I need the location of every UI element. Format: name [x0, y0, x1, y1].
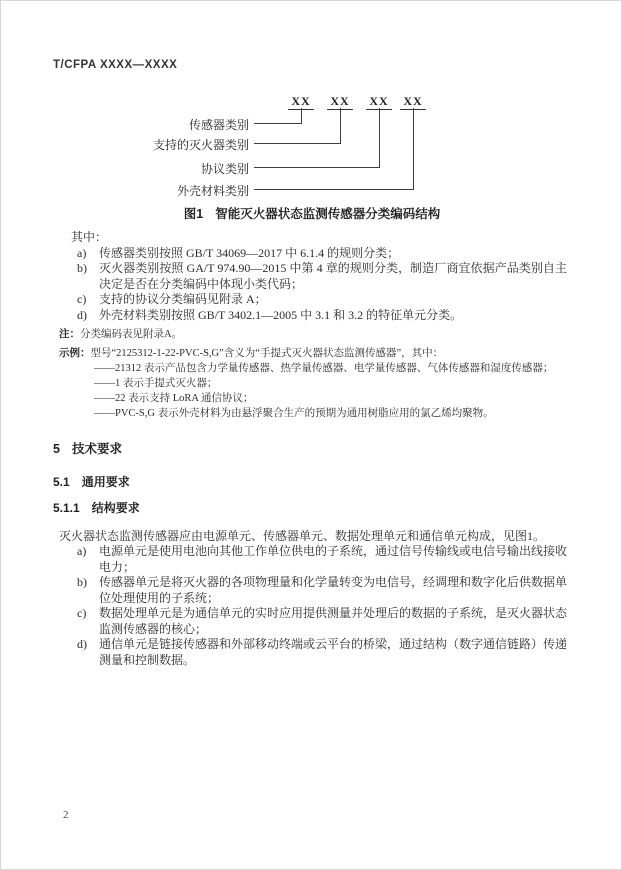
example-item: ——22 表示支持 LoRA 通信协议；	[94, 393, 254, 404]
section-title: 结构要求	[91, 501, 140, 515]
classification-item-c	[59, 292, 567, 308]
list-item-text: 灭火器类别按照 GA/T 974.90—2015 中第 4 章的规则分类，制造厂商宜依据产品类别自主决定是否在分类编码中体现小类代码；	[99, 261, 567, 291]
section-number: 5.1.1	[53, 501, 80, 515]
section-number: 5	[53, 442, 60, 456]
list-item-text: 通信单元是链接传感器和外部移动终端或云平台的桥梁，通过结构（数字通信链路）传递测量和控制数据。	[99, 637, 568, 667]
note-line	[59, 327, 567, 342]
code-field-extinguisher: XX	[327, 94, 353, 110]
diagram-label-sensor: 传感器类别	[188, 118, 249, 132]
list-marker: a)	[77, 245, 87, 260]
list-item-text: 电源单元是使用电池向其他工作单位供电的子系统，通过信号传输线或电信号输出线接收电力；	[99, 544, 568, 574]
page-body	[53, 230, 568, 668]
code-field-material: XX	[400, 94, 426, 110]
classification-code-diagram	[1, 1, 622, 231]
list-marker: d)	[77, 307, 87, 322]
example-intro-text: 型号“2125312-1-22-PVC-S,G”含义为“手提式灭火器状态监测传感器”，其中：	[90, 348, 444, 359]
figure-caption-number: 图1	[183, 207, 204, 221]
section-heading-5-1	[53, 475, 567, 491]
list-marker: c)	[77, 292, 87, 306]
structure-item-c	[59, 606, 567, 637]
example-item: ——21312 表示产品包含力学量传感器、热学量传感器、电学量传感器、气体传感器和湿度传感器；	[94, 363, 554, 374]
figure-caption	[1, 204, 622, 222]
classification-item-a	[59, 246, 567, 262]
standard-number-header: T/CFPA XXXX—XXXX	[53, 59, 178, 71]
code-field-protocol: XX	[366, 94, 392, 110]
diagram-label-extinguisher: 支持的灭火器类别	[152, 138, 249, 152]
list-item-text: 支持的协议分类编码见附录 A；	[99, 292, 267, 306]
classification-intro: 其中：	[71, 230, 108, 244]
list-item-text: 外壳材料类别按照 GB/T 3402.1—2005 中 3.1 和 3.2 的特征单元分类。	[99, 307, 463, 322]
section-title: 技术要求	[71, 442, 122, 456]
structure-item-d	[59, 637, 567, 668]
section-heading-5	[53, 442, 567, 458]
list-item-text: 传感器单元是将灭火器的各项物理量和化学量转变为电信号，经调理和数字化后供数据单位处理使用的子系统；	[99, 575, 568, 605]
example-item: ——PVC-S,G 表示外壳材料为由悬浮聚合生产的预期为通用树脂应用的氯乙烯均聚物。	[94, 408, 494, 419]
diagram-label-material: 外壳材料类别	[176, 184, 249, 198]
page-number: 2	[63, 809, 69, 821]
list-item-text: 传感器类别按照 GB/T 34069—2017 中 6.1.4 的规则分类；	[99, 245, 400, 260]
structure-item-b	[59, 575, 567, 606]
example-label: 示例：	[59, 348, 91, 359]
list-marker: b)	[77, 261, 87, 275]
section-heading-5-1-1	[53, 501, 567, 517]
section-number: 5.1	[53, 474, 70, 489]
connector-line-material	[254, 108, 414, 190]
code-field-sensor: XX	[288, 94, 314, 110]
classification-item-b	[59, 261, 567, 292]
example-item: ——1 表示手提式灭火器；	[94, 378, 218, 389]
list-marker: c)	[77, 606, 87, 620]
structure-item-a	[59, 544, 567, 575]
structure-paragraph: 灭火器状态监测传感器应由电源单元、传感器单元、数据处理单元和通信单元构成，见图1。	[59, 528, 546, 543]
diagram-label-protocol: 协议类别	[200, 162, 249, 176]
classification-item-d	[59, 308, 567, 324]
section-title: 通用要求	[81, 474, 130, 489]
list-item-text: 数据处理单元是为通信单元的实时应用提供测量并处理后的数据的子系统，是灭火器状态监测传感器的核心；	[99, 606, 568, 636]
list-marker: d)	[77, 637, 87, 651]
figure-caption-title: 智能灭火器状态监测传感器分类编码结构	[215, 207, 441, 221]
note-text: 分类编码表见附录A。	[80, 329, 183, 340]
list-marker: a)	[77, 544, 87, 558]
example-line	[59, 346, 567, 361]
list-marker: b)	[77, 575, 87, 589]
note-label: 注：	[59, 329, 80, 340]
